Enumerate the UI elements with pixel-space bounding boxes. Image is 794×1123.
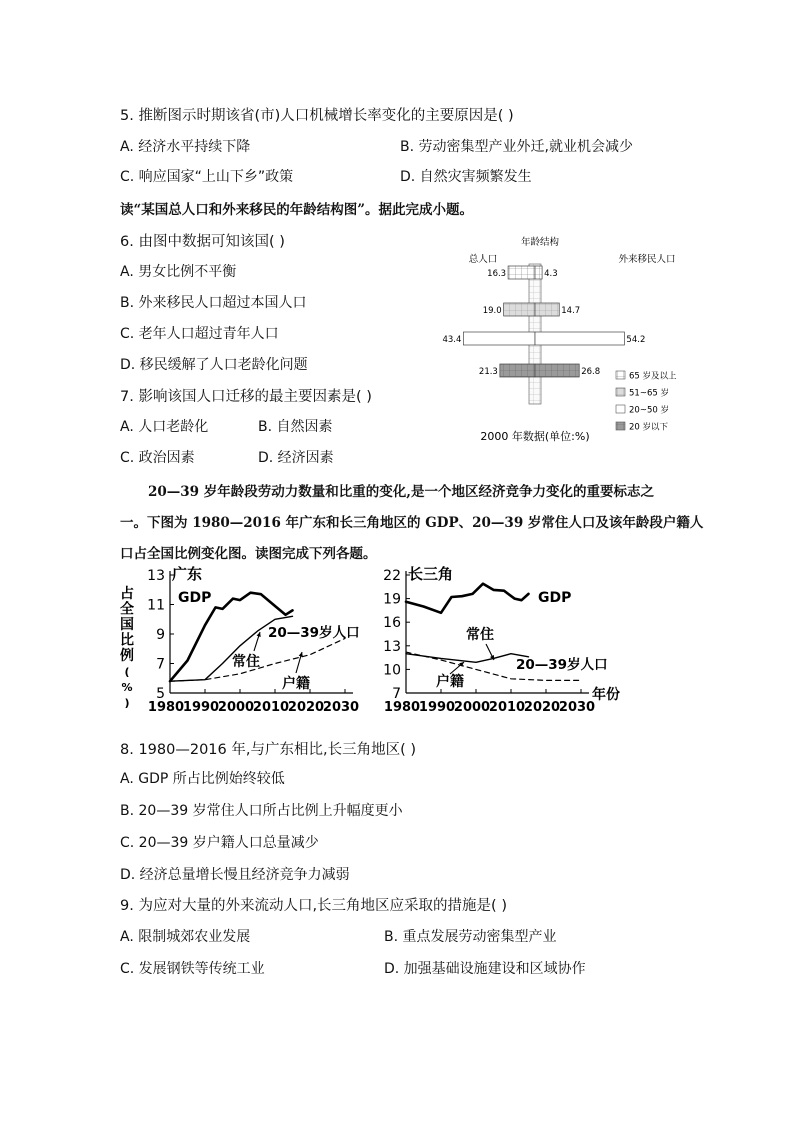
q5-option-d[interactable]: D. 自然灾害频繁发生 — [400, 169, 532, 185]
bar-total-20-50 — [463, 332, 535, 345]
gd-ytick-label: 5 — [156, 686, 165, 702]
intro-pyramid: 读“某国总人口和外来移民的年龄结构图”。据此完成小题。 — [120, 202, 474, 218]
legend-65plus: 65 岁及以上 — [629, 371, 677, 382]
gd-label-pop: 20—39岁人口 — [268, 625, 360, 641]
bar-total-51-65 — [504, 303, 535, 316]
yrd-label-gdp: GDP — [538, 590, 572, 606]
yrd-xtick-label: 2000 — [453, 700, 491, 715]
bar-immigrant-under20 — [535, 364, 579, 377]
pyramid-left-label: 总人口 — [468, 254, 498, 265]
q6-option-a[interactable]: A. 男女比例不平衡 — [120, 264, 237, 280]
q8-option-d[interactable]: D. 经济总量增长慢且经济竞争力减弱 — [120, 867, 350, 883]
value-total-20-50: 43.4 — [442, 335, 462, 345]
yrd-ytick-label: 7 — [392, 686, 401, 702]
gd-xtick-label: 2000 — [217, 700, 255, 715]
yrd-ytick-label: 16 — [383, 615, 401, 632]
age-structure-chart — [425, 232, 700, 447]
yrd-xtick-label: 1980 — [383, 700, 421, 715]
legend-swatch-51-65 — [616, 388, 625, 396]
legend-swatch-65plus — [616, 371, 625, 379]
q5-option-a[interactable]: A. 经济水平持续下降 — [120, 139, 251, 155]
linechart-ylabel — [120, 585, 134, 710]
gd-xtick-label: 2020 — [287, 700, 325, 715]
gd-xtick-label: 1980 — [147, 700, 185, 715]
gd-ytick-label: 11 — [147, 597, 165, 614]
value-immigrant-20-50: 54.2 — [626, 335, 646, 345]
ylabel-vertical: 占全国比例( % ) — [120, 586, 134, 710]
yrd-ytick-label: 10 — [383, 662, 401, 679]
pyramid-legend — [616, 371, 677, 433]
q9-stem: 9. 为应对大量的外来流动人口,长三角地区应采取的措施是( ) — [120, 898, 507, 914]
yrd-xtick-label: 2020 — [523, 700, 561, 715]
yrd-title: 长三角 — [408, 565, 454, 583]
legend-under20: 20 岁以下 — [629, 422, 669, 433]
intro-line-3: 口占全国比例变化图。读图完成下列各题。 — [120, 546, 377, 562]
yrd-gdp-line — [406, 584, 529, 613]
intro-line-2: 一。下图为 1980—2016 年广东和长三角地区的 GDP、20—39 岁常住人口及该年龄段户籍人 — [120, 515, 704, 531]
yrd-label-hukou: 户籍 — [436, 674, 464, 690]
bar-immigrant-20-50 — [535, 332, 624, 345]
gd-pointer-arrowhead — [257, 632, 261, 637]
bar-immigrant-51-65 — [535, 303, 559, 316]
q6-option-b[interactable]: B. 外来移民人口超过本国人口 — [120, 295, 307, 311]
q7-option-d[interactable]: D. 经济因素 — [258, 450, 334, 466]
legend-swatch-20-50 — [616, 405, 625, 413]
value-total-under20: 21.3 — [478, 367, 498, 377]
yrd-label-resident: 常住 — [466, 627, 494, 643]
q9-option-a[interactable]: A. 限制城郊农业发展 — [120, 929, 251, 945]
yrd-ytick-label: 22 — [383, 568, 401, 584]
yrd-xtick-label: 1990 — [418, 700, 456, 715]
q5-option-c[interactable]: C. 响应国家“上山下乡”政策 — [120, 169, 294, 185]
legend-swatch-under20 — [616, 422, 625, 430]
q8-option-b[interactable]: B. 20—39 岁常住人口所占比例上升幅度更小 — [120, 803, 403, 819]
gd-ytick-label: 7 — [156, 656, 165, 673]
pyramid-title: 年龄结构 — [520, 237, 560, 248]
yrd-ytick-label: 13 — [383, 638, 401, 655]
q9-option-d[interactable]: D. 加强基础设施建设和区域协作 — [384, 961, 586, 977]
value-total-65plus: 16.3 — [487, 269, 507, 279]
q6-stem: 6. 由图中数据可知该国( ) — [120, 234, 285, 250]
q7-option-a[interactable]: A. 人口老龄化 — [120, 419, 209, 435]
gd-title: 广东 — [172, 565, 203, 583]
q7-stem: 7. 影响该国人口迁移的最主要因素是( ) — [120, 389, 372, 405]
q8-stem: 8. 1980—2016 年,与广东相比,长三角地区( ) — [120, 742, 416, 758]
gd-xtick-label: 2010 — [252, 700, 290, 715]
q8-option-c[interactable]: C. 20—39 岁户籍人口总量减少 — [120, 835, 319, 851]
gd-xtick-label: 2030 — [322, 700, 360, 715]
value-immigrant-65plus: 4.3 — [544, 269, 558, 279]
bar-immigrant-65plus — [535, 266, 542, 279]
gd-ytick-label: 13 — [147, 568, 165, 584]
q6-option-c[interactable]: C. 老年人口超过青年人口 — [120, 326, 279, 342]
legend-51-65: 51~65 岁 — [629, 388, 669, 399]
q5-option-b[interactable]: B. 劳动密集型产业外迁,就业机会减少 — [400, 139, 633, 155]
q6-option-d[interactable]: D. 移民缓解了人口老龄化问题 — [120, 357, 308, 373]
q5-stem: 5. 推断图示时期该省(市)人口机械增长率变化的主要原因是( ) — [120, 108, 514, 124]
gd-label-gdp: GDP — [178, 590, 212, 606]
intro-line-1: 20—39 岁年龄段劳动力数量和比重的变化,是一个地区经济竞争力变化的重要标志之 — [148, 484, 654, 500]
value-immigrant-under20: 26.8 — [581, 367, 601, 377]
pyramid-right-label: 外来移民人口 — [618, 254, 676, 265]
x-unit-label: 年份 — [592, 687, 620, 703]
q7-option-b[interactable]: B. 自然因素 — [258, 419, 333, 435]
yrd-resident-line — [406, 654, 529, 663]
yrd-ytick-label: 19 — [383, 591, 401, 608]
gd-label-hukou: 户籍 — [282, 676, 310, 692]
legend-20-50: 20~50 岁 — [629, 405, 669, 416]
q8-option-a[interactable]: A. GDP 所占比例始终较低 — [120, 771, 285, 787]
q7-option-c[interactable]: C. 政治因素 — [120, 450, 195, 466]
yrd-label-pop: 20—39岁人口 — [516, 657, 608, 673]
gd-ytick-label: 9 — [156, 627, 165, 643]
yrd-xtick-label: 2010 — [488, 700, 526, 715]
q9-option-b[interactable]: B. 重点发展劳动密集型产业 — [384, 929, 557, 945]
pyramid-caption: 2000 年数据(单位:%) — [480, 430, 590, 443]
q9-option-c[interactable]: C. 发展钢铁等传统工业 — [120, 961, 265, 977]
gdp-population-charts — [110, 560, 650, 720]
bar-total-under20 — [500, 364, 535, 377]
yrd-xtick-label: 2030 — [558, 700, 596, 715]
value-total-51-65: 19.0 — [482, 306, 502, 316]
value-immigrant-51-65: 14.7 — [561, 306, 581, 316]
gd-label-resident: 常住 — [232, 654, 260, 670]
bar-total-65plus — [508, 266, 535, 279]
gd-xtick-label: 1990 — [182, 700, 220, 715]
